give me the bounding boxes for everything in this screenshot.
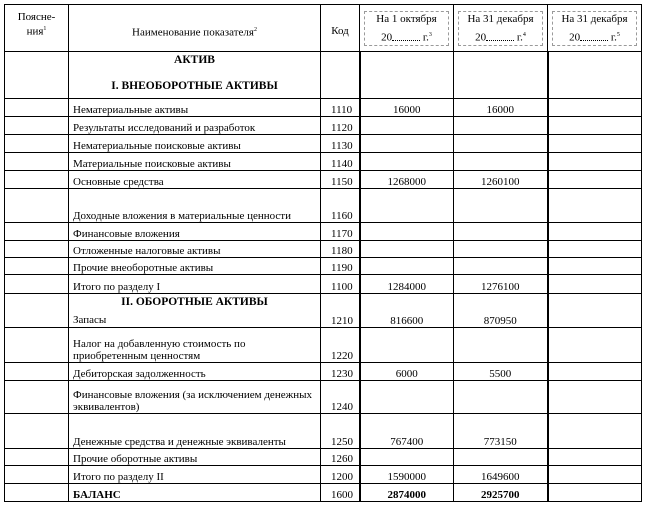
row-value-3 (548, 294, 642, 328)
row-name: Финансовые вложения (за исключением денежных эквивалентов) (69, 381, 321, 414)
row-value-2 (454, 153, 548, 171)
row-code: 1140 (321, 153, 360, 171)
row-value-2: 5500 (454, 363, 548, 381)
col3-year-suffix: г. (610, 31, 617, 44)
table-row (5, 381, 642, 414)
row-value-2 (454, 223, 548, 241)
table-row (5, 449, 642, 466)
row-value-1: 6000 (360, 363, 454, 381)
row-value-2 (454, 117, 548, 135)
row-value-3 (548, 99, 642, 117)
row-name: Денежные средства и денежные эквиваленты (69, 414, 321, 449)
row-name: Итого по разделу II (69, 466, 321, 484)
col2-year-prefix: 20 (475, 31, 487, 44)
table-row (5, 153, 642, 171)
row-value-2 (454, 241, 548, 258)
row-value-1 (360, 223, 454, 241)
row-value-2 (454, 328, 548, 363)
row-code: 1160 (321, 189, 360, 223)
row-value-1 (360, 449, 454, 466)
section-title-cell (69, 52, 321, 99)
col3-year-field[interactable] (580, 31, 608, 41)
row-value-2: 16000 (454, 99, 548, 117)
row-value-2: 1276100 (454, 275, 548, 294)
row-code: 1230 (321, 363, 360, 381)
row-value-2: 773150 (454, 414, 548, 449)
col2-footnote: 4 (522, 32, 526, 38)
row-value-2 (454, 258, 548, 275)
row-value-1: 2874000 (360, 484, 454, 502)
row-code: 1200 (321, 466, 360, 484)
col2-year-suffix: г. (516, 31, 523, 44)
row-name: Материальные поисковые активы (69, 153, 321, 171)
col1-footnote: 3 (428, 32, 432, 38)
col1-year-prefix: 20 (381, 31, 393, 44)
aktiv-title: АКТИВ (174, 54, 215, 66)
row-name: Запасы (73, 314, 107, 326)
row-value-3 (548, 466, 642, 484)
table-row (5, 99, 642, 117)
row-value-3 (548, 223, 642, 241)
row-code: 1260 (321, 449, 360, 466)
row-value-2: 1649600 (454, 466, 548, 484)
table-row (5, 223, 642, 241)
table-row (5, 171, 642, 189)
table-row-total (5, 466, 642, 484)
col1-header (360, 5, 454, 52)
name-header (69, 5, 321, 52)
row-value-2 (454, 381, 548, 414)
row-value-1: 1284000 (360, 275, 454, 294)
row-value-1: 1268000 (360, 171, 454, 189)
col1-label: На 1 октября (376, 13, 437, 25)
code-cell (321, 52, 360, 99)
row-name: Дебиторская задолженность (69, 363, 321, 381)
row-value-3 (548, 449, 642, 466)
code-label: Код (331, 25, 349, 37)
row-name: Результаты исследований и разработок (69, 117, 321, 135)
table-row (5, 189, 642, 223)
code-header (321, 5, 360, 52)
row-value-2 (454, 135, 548, 153)
row-name: Налог на добавленную стоимость по приобретенным ценностям (69, 328, 321, 363)
col2-label: На 31 декабря (467, 13, 534, 25)
row-value-1 (360, 117, 454, 135)
table-row (5, 241, 642, 258)
notes-cell (5, 52, 69, 99)
row-value-3 (548, 241, 642, 258)
row-name: Доходные вложения в материальные ценности (69, 189, 321, 223)
row-name: Финансовые вложения (69, 223, 321, 241)
table-row (5, 117, 642, 135)
row-name: БАЛАНС (69, 484, 321, 502)
row-code: 1170 (321, 223, 360, 241)
name-footnote: 2 (253, 26, 257, 33)
row-value-1 (360, 258, 454, 275)
notes-header (5, 5, 69, 52)
row-value-1 (360, 328, 454, 363)
col1-year-suffix: г. (422, 31, 429, 44)
row-code: 1240 (321, 381, 360, 414)
section-1-title: I. ВНЕОБОРОТНЫЕ АКТИВЫ (111, 80, 278, 92)
row-value-3 (548, 171, 642, 189)
col2-year-field[interactable] (486, 31, 514, 41)
col3-year-prefix: 20 (569, 31, 581, 44)
section-row-2 (5, 294, 642, 328)
col3-header (548, 5, 642, 52)
row-value-1 (360, 381, 454, 414)
row-value-3 (548, 258, 642, 275)
row-value-3 (548, 117, 642, 135)
row-name: Итого по разделу I (69, 275, 321, 294)
row-value-2 (454, 449, 548, 466)
table-row-total (5, 275, 642, 294)
row-value-1 (360, 135, 454, 153)
table-row (5, 363, 642, 381)
row-name: Нематериальные активы (69, 99, 321, 117)
row-code: 1110 (321, 99, 360, 117)
row-value-3 (548, 328, 642, 363)
table-row (5, 135, 642, 153)
table-row (5, 258, 642, 275)
col3-label: На 31 декабря (561, 13, 628, 25)
row-value-2: 1260100 (454, 171, 548, 189)
row-value-3 (548, 189, 642, 223)
row-value-1: 1590000 (360, 466, 454, 484)
row-name: Основные средства (69, 171, 321, 189)
row-value-2: 870950 (454, 294, 548, 328)
section-2-title: II. ОБОРОТНЫЕ АКТИВЫ (121, 296, 268, 308)
row-value-1 (360, 189, 454, 223)
row-code: 1180 (321, 241, 360, 258)
row-value-1: 816600 (360, 294, 454, 328)
row-value-1 (360, 153, 454, 171)
row-code: 1210 (321, 294, 360, 328)
row-code: 1250 (321, 414, 360, 449)
section-2-cell (69, 294, 321, 328)
row-value-3 (548, 153, 642, 171)
table-row (5, 328, 642, 363)
row-value-1 (360, 241, 454, 258)
row-code: 1220 (321, 328, 360, 363)
row-value-3 (548, 484, 642, 502)
row-code: 1600 (321, 484, 360, 502)
row-value-3 (548, 135, 642, 153)
table-row-balance (5, 484, 642, 502)
row-value-1: 16000 (360, 99, 454, 117)
row-code: 1120 (321, 117, 360, 135)
row-code: 1150 (321, 171, 360, 189)
row-value-3 (548, 381, 642, 414)
row-value-3 (548, 414, 642, 449)
row-value-3 (548, 363, 642, 381)
balance-sheet-table (4, 4, 642, 502)
row-code: 1130 (321, 135, 360, 153)
col3-footnote: 5 (616, 32, 620, 38)
row-code: 1190 (321, 258, 360, 275)
name-label: Наименование показателя (132, 26, 254, 39)
row-name: Нематериальные поисковые активы (69, 135, 321, 153)
value-cell (360, 52, 454, 99)
col2-header (454, 5, 548, 52)
notes-cell (5, 294, 69, 328)
row-value-2: 2925700 (454, 484, 548, 502)
value-cell (454, 52, 548, 99)
header-row (5, 5, 642, 52)
row-value-1: 767400 (360, 414, 454, 449)
row-code: 1100 (321, 275, 360, 294)
notes-footnote: 1 (43, 26, 47, 32)
row-name: Прочие оборотные активы (69, 449, 321, 466)
row-value-3 (548, 275, 642, 294)
section-row-1 (5, 52, 642, 99)
row-name: Отложенные налоговые активы (69, 241, 321, 258)
value-cell (548, 52, 642, 99)
row-value-2 (454, 189, 548, 223)
row-name: Прочие внеоборотные активы (69, 258, 321, 275)
col1-year-field[interactable] (392, 31, 420, 41)
notes-label: Поясне-ния (17, 11, 56, 38)
table-row (5, 414, 642, 449)
